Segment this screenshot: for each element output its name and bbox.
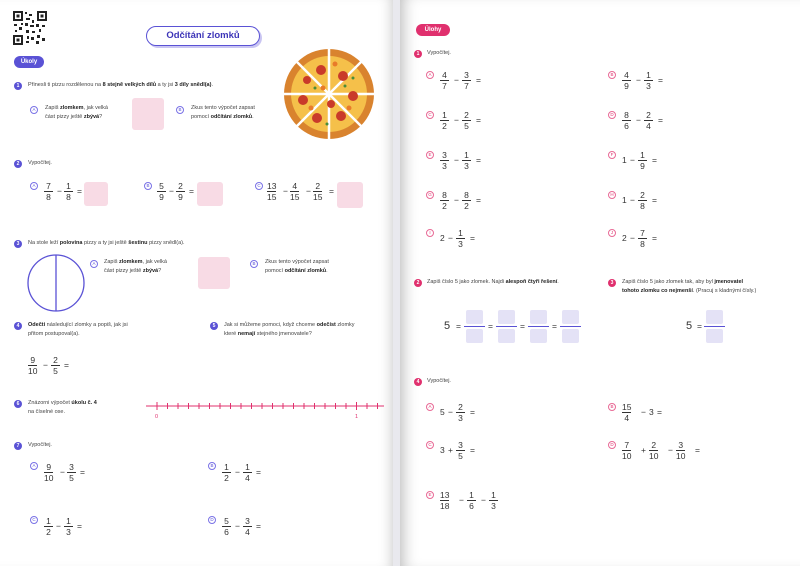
fraction: 2 9 — [176, 181, 185, 202]
operator: − — [668, 445, 673, 455]
operator: − — [57, 186, 62, 196]
fraction — [622, 440, 631, 461]
operator: − — [56, 521, 61, 531]
operator: = — [256, 467, 261, 477]
operator: = — [189, 186, 194, 196]
operator: = — [476, 155, 481, 165]
letter-badge: C — [426, 111, 434, 119]
operator: − — [636, 75, 641, 85]
answer-box[interactable] — [198, 257, 230, 289]
numerator: 1 — [640, 150, 645, 160]
letter-badge: J — [608, 229, 616, 237]
task-number: 1 — [414, 50, 422, 58]
fraction — [456, 440, 465, 461]
letter-badge: A — [30, 182, 38, 190]
operator: 1 — [622, 195, 627, 205]
denominator: 9 — [640, 161, 645, 171]
operator: − — [630, 195, 635, 205]
task-number: 1 — [14, 82, 22, 90]
denominator: 3 — [442, 161, 447, 171]
numerator: 3 — [442, 150, 447, 160]
operator: = — [329, 186, 334, 196]
operator: − — [641, 407, 646, 417]
denominator: 7 — [442, 81, 447, 91]
operator: = — [476, 115, 481, 125]
operator: − — [43, 360, 48, 370]
numerator: 3 — [464, 70, 469, 80]
operator: 2 — [622, 233, 627, 243]
operator: = — [695, 445, 700, 455]
operator: − — [235, 521, 240, 531]
denominator: 10 — [649, 451, 659, 461]
five-value: 5 — [686, 320, 693, 332]
task-1-text: Přinesli ti pizzu rozdělenou na 8 stejně velkých dílů a ty jsi 3 díly snědl(a). — [28, 82, 213, 88]
task-number: 5 — [210, 322, 218, 330]
numerator-box[interactable] — [706, 310, 723, 324]
task-3-text: Na stole leží polovina pizzy a ty jsi ještě šestinu pizzy snědl(a). — [28, 240, 185, 246]
denominator: 3 — [458, 239, 463, 249]
fraction: 3 5 — [67, 462, 76, 483]
denominator: 3 — [464, 161, 469, 171]
tick-label-1: 1 — [355, 414, 359, 420]
denominator: 18 — [440, 501, 450, 511]
task-7-label: Vypočítej. — [28, 442, 52, 448]
numerator: 1 — [442, 110, 447, 120]
task-6-text: Znázorni výpočet úkolu č. 4 na číselné ose. — [28, 400, 97, 415]
letter-badge: I — [426, 229, 434, 237]
denominator: 8 — [640, 239, 645, 249]
fraction — [462, 150, 471, 171]
operator: 2 — [440, 233, 445, 243]
pizza-image — [283, 48, 375, 140]
section-pill-ukoly: Úkoly — [14, 56, 44, 68]
denominator: 9 — [624, 81, 629, 91]
task-2-label: Vypočítej. — [28, 160, 52, 166]
fraction — [440, 190, 449, 211]
letter-badge: B — [608, 403, 616, 411]
operator: − — [283, 186, 288, 196]
numerator: 2 — [651, 440, 657, 450]
fraction — [644, 110, 653, 131]
task-number: 4 — [414, 378, 422, 386]
operator: = — [456, 321, 461, 331]
fraction: 1 2 — [222, 462, 231, 483]
task-1b-text: Zkus tento výpočet zapsat pomocí odčítání zlomků. — [191, 105, 255, 120]
operator: − — [630, 233, 635, 243]
fraction: 2 15 — [313, 181, 323, 202]
fraction-line — [496, 326, 517, 327]
letter-badge: D — [608, 441, 616, 449]
fraction — [622, 402, 631, 423]
task-number: 2 — [414, 279, 422, 287]
fraction — [462, 190, 471, 211]
q3-text: Zapiš číslo 5 jako zlomek tak, aby byl jmenovatel tohoto zlomku co nejmenší. (Pracuj s kladnými čísly.) — [622, 279, 757, 294]
task-4-text: Odečti následující zlomky a popiš, jak jsi přitom postupoval(a). — [28, 322, 128, 337]
numerator: 1 — [646, 70, 651, 80]
operator: − — [448, 233, 453, 243]
letter-badge: E — [426, 491, 434, 499]
letter-badge: E — [426, 151, 434, 159]
operator: − — [481, 495, 486, 505]
task-number: 7 — [14, 442, 22, 450]
task-5-text: Jak si můžeme pomoci, když chceme odečíst zlomky které nemají stejného jmenovatele? — [224, 322, 355, 337]
operator: + — [641, 445, 646, 455]
fraction — [440, 150, 449, 171]
operator: − — [448, 407, 453, 417]
task-number: 2 — [14, 160, 22, 168]
letter-badge: F — [608, 151, 616, 159]
operator: − — [235, 467, 240, 477]
numerator: 15 — [622, 402, 632, 412]
letter-badge: A — [90, 260, 98, 268]
fraction: 4 15 — [290, 181, 300, 202]
fraction: 13 15 — [267, 181, 277, 202]
letter-badge: D — [608, 111, 616, 119]
numerator: 1 — [469, 490, 474, 500]
fraction: 1 8 — [64, 181, 73, 202]
numerator: 2 — [640, 190, 645, 200]
fraction — [644, 70, 653, 91]
letter-badge: C — [426, 441, 434, 449]
qr-code-icon — [12, 10, 48, 46]
task-number: 3 — [608, 279, 616, 287]
fraction: 5 9 — [157, 181, 166, 202]
operator: = — [256, 521, 261, 531]
numerator: 8 — [464, 190, 469, 200]
denominator: 6 — [469, 501, 474, 511]
fraction — [462, 70, 471, 91]
fraction — [456, 402, 465, 423]
q1-label: Vypočítej. — [427, 50, 451, 56]
fraction: 3 4 — [243, 516, 252, 537]
letter-badge: C — [255, 182, 263, 190]
fraction: 5 6 — [222, 516, 231, 537]
numerator-box[interactable] — [562, 310, 579, 324]
operator: = — [470, 407, 475, 417]
section-pill-ulohy: Úlohy — [416, 24, 450, 36]
operator: − — [636, 115, 641, 125]
denominator: 3 — [646, 81, 651, 91]
numerator: 8 — [624, 110, 629, 120]
five-value: 5 — [444, 320, 451, 332]
operator: 1 — [622, 155, 627, 165]
answer-box[interactable] — [197, 182, 223, 206]
operator: = — [470, 445, 475, 455]
left-page — [0, 0, 393, 566]
fraction-line — [528, 326, 549, 327]
letter-badge: B — [208, 462, 216, 470]
numerator: 7 — [640, 228, 645, 238]
letter-badge: A — [30, 462, 38, 470]
operator: = — [697, 321, 702, 331]
denominator: 10 — [676, 451, 686, 461]
fraction — [649, 440, 658, 461]
letter-badge: D — [208, 516, 216, 524]
letter-badge: B — [144, 182, 152, 190]
fraction — [638, 150, 647, 171]
numerator: 2 — [458, 402, 463, 412]
letter-badge: B — [176, 106, 184, 114]
letter-badge: A — [426, 71, 434, 79]
numerator: 3 — [678, 440, 684, 450]
operator: − — [630, 155, 635, 165]
numerator: 1 — [491, 490, 496, 500]
letter-badge: A — [426, 403, 434, 411]
numerator: 2 — [464, 110, 469, 120]
half-circle-diagram — [26, 253, 86, 313]
fraction — [467, 490, 476, 511]
letter-badge: C — [30, 516, 38, 524]
denominator: 5 — [458, 451, 463, 461]
denominator: 7 — [464, 81, 469, 91]
operator: + — [448, 445, 453, 455]
operator: = — [652, 155, 657, 165]
operator: − — [459, 495, 464, 505]
fraction — [622, 110, 631, 131]
task-3a-text: Zapiš zlomkem, jak velká část pizzy ještě zbývá? — [104, 259, 167, 274]
letter-badge: H — [608, 191, 616, 199]
operator: − — [60, 467, 65, 477]
operator: = — [652, 233, 657, 243]
operator: = — [520, 321, 525, 331]
operator: = — [476, 75, 481, 85]
task-number: 6 — [14, 400, 22, 408]
task-3b-text: Zkus tento výpočet zapsat pomocí odčítání zlomků. — [265, 259, 329, 274]
letter-badge: B — [608, 71, 616, 79]
denominator: 8 — [640, 201, 645, 211]
numerator: 4 — [442, 70, 447, 80]
denominator: 2 — [442, 121, 447, 131]
number-line — [146, 398, 386, 414]
operator: = — [80, 467, 85, 477]
numerator: 8 — [442, 190, 447, 200]
denominator: 6 — [624, 121, 629, 131]
letter-badge: B — [250, 260, 258, 268]
operator: 3 — [440, 445, 445, 455]
numerator: 2 — [646, 110, 651, 120]
answer-box[interactable] — [132, 98, 164, 130]
numerator: 13 — [440, 490, 450, 500]
numerator: 1 — [464, 150, 469, 160]
fraction: 7 8 — [44, 181, 53, 202]
fraction — [440, 490, 449, 511]
operator: − — [454, 115, 459, 125]
operator: − — [169, 186, 174, 196]
fraction — [462, 110, 471, 131]
denominator: 4 — [646, 121, 651, 131]
operator: 3 — [649, 407, 654, 417]
fraction — [440, 110, 449, 131]
operator: − — [306, 186, 311, 196]
fraction: 9 10 — [28, 355, 38, 376]
denominator-box[interactable] — [530, 329, 547, 343]
denominator-box[interactable] — [706, 329, 723, 343]
operator: = — [657, 407, 662, 417]
fraction — [638, 190, 647, 211]
fraction — [456, 228, 465, 249]
answer-box[interactable] — [337, 182, 363, 208]
fraction — [489, 490, 498, 511]
numerator: 4 — [624, 70, 629, 80]
fraction: 9 10 — [44, 462, 54, 483]
operator: − — [454, 195, 459, 205]
denominator: 2 — [442, 201, 447, 211]
task-number: 3 — [14, 240, 22, 248]
q2-text: Zapiš číslo 5 jako zlomek. Najdi alespoň čtyři řešení. — [427, 279, 559, 285]
numerator: 1 — [458, 228, 463, 238]
task-1a-text: Zapiš zlomkem, jak velká část pizzy ještě zbývá? — [45, 105, 108, 120]
fraction — [440, 70, 449, 91]
letter-badge: G — [426, 191, 434, 199]
page-title: Odčítání zlomků — [146, 26, 260, 46]
denominator: 2 — [464, 201, 469, 211]
task-number: 4 — [14, 322, 22, 330]
fraction — [638, 228, 647, 249]
operator: = — [77, 521, 82, 531]
denominator-box[interactable] — [562, 329, 579, 343]
fraction: 1 4 — [243, 462, 252, 483]
operator: = — [470, 233, 475, 243]
numerator: 7 — [624, 440, 630, 450]
operator: − — [454, 75, 459, 85]
operator: = — [64, 360, 69, 370]
numerator-box[interactable] — [530, 310, 547, 324]
operator: = — [488, 321, 493, 331]
denominator-box[interactable] — [466, 329, 483, 343]
numerator: 3 — [458, 440, 463, 450]
right-page — [400, 0, 800, 566]
fraction: 1 3 — [64, 516, 73, 537]
denominator: 5 — [464, 121, 469, 131]
letter-badge: A — [30, 106, 38, 114]
fraction: 1 2 — [44, 516, 53, 537]
denominator-box[interactable] — [498, 329, 515, 343]
tick-label-0: 0 — [155, 414, 159, 420]
operator: − — [454, 155, 459, 165]
numerator-box[interactable] — [466, 310, 483, 324]
operator: = — [658, 75, 663, 85]
denominator: 3 — [491, 501, 496, 511]
operator: 5 — [440, 407, 445, 417]
operator: = — [652, 195, 657, 205]
operator: = — [476, 195, 481, 205]
denominator: 3 — [458, 413, 463, 423]
operator: = — [658, 115, 663, 125]
fraction: 2 5 — [51, 355, 60, 376]
operator: = — [77, 186, 82, 196]
fraction-line — [704, 326, 725, 327]
fraction — [622, 70, 631, 91]
denominator: 4 — [624, 413, 630, 423]
answer-box[interactable] — [84, 182, 108, 206]
fraction-line — [560, 326, 581, 327]
numerator-box[interactable] — [498, 310, 515, 324]
fraction-line — [464, 326, 485, 327]
denominator: 10 — [622, 451, 632, 461]
operator: = — [552, 321, 557, 331]
q4-label: Vypočítej. — [427, 378, 451, 384]
fraction — [676, 440, 685, 461]
